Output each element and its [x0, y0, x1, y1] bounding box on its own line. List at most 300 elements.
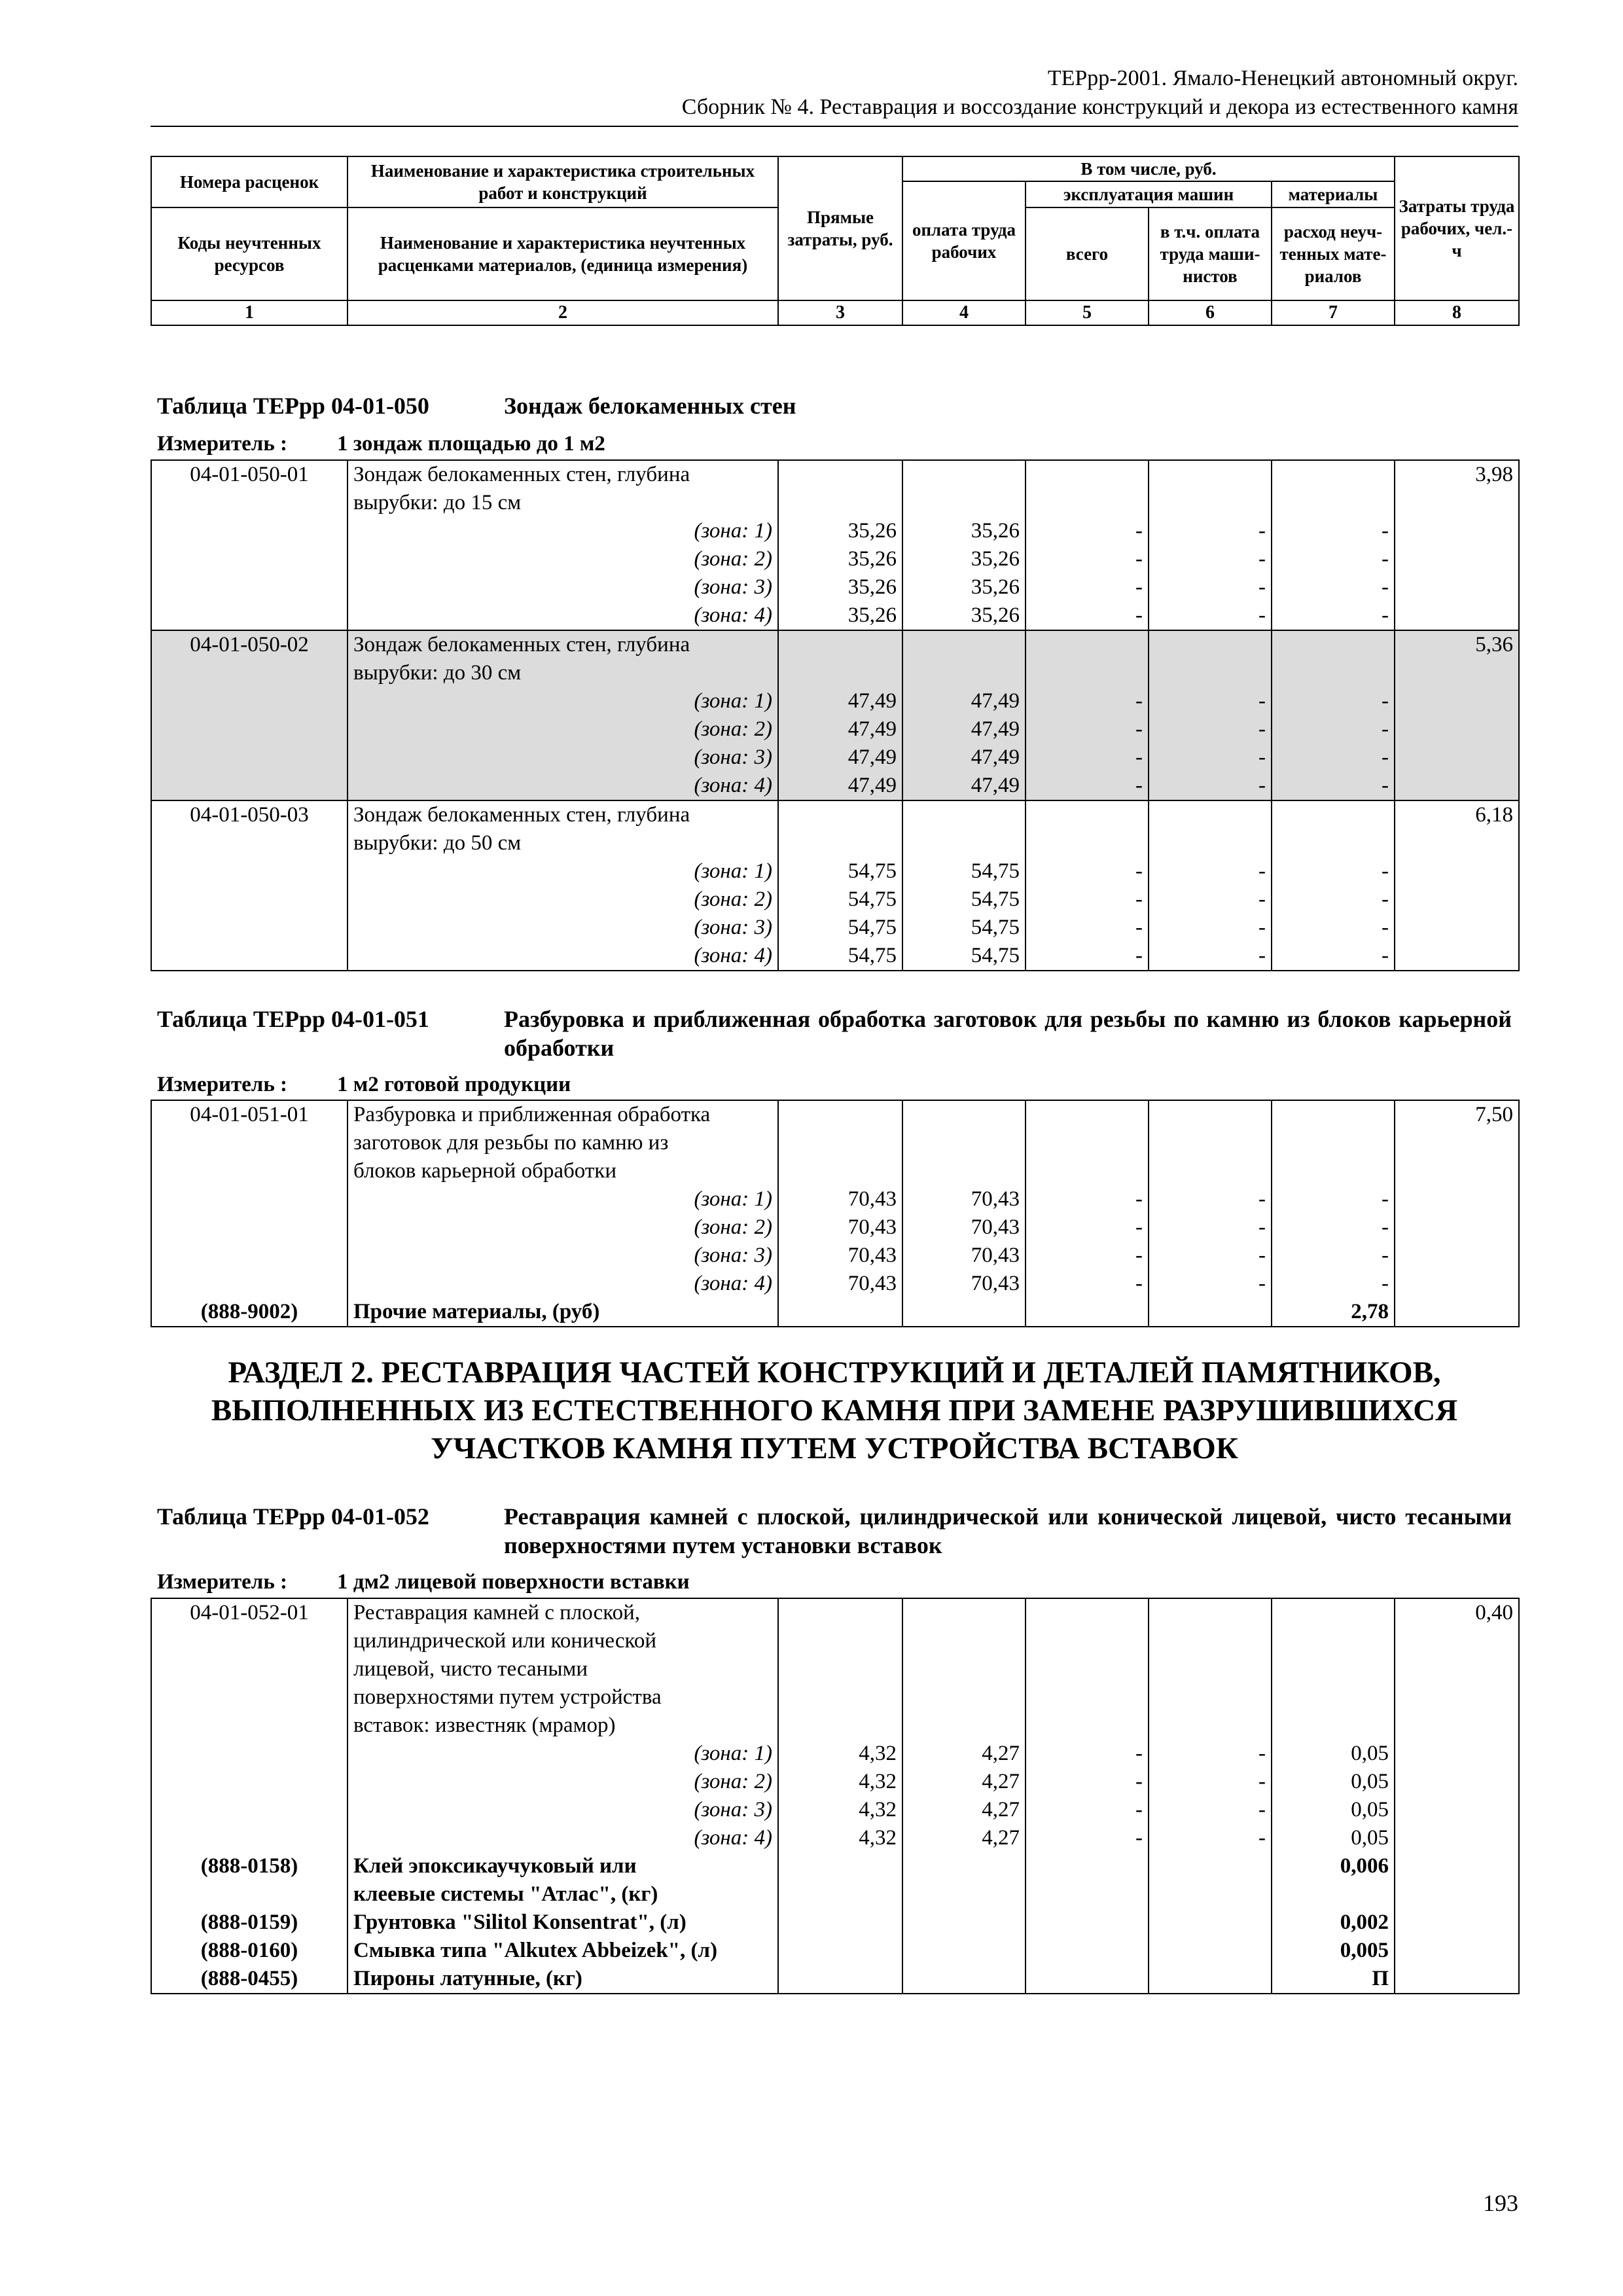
- direct-costs: 4,32: [778, 1824, 902, 1852]
- table-row: [151, 1157, 1519, 1185]
- direct-costs: 70,43: [778, 1270, 902, 1298]
- table-row: [151, 659, 1519, 687]
- labor-costs: [1395, 829, 1519, 857]
- zone-label: (зона: 1): [348, 517, 778, 545]
- machinist-pay: [1149, 630, 1272, 659]
- machine-total: [1026, 1683, 1149, 1712]
- machine-total: -: [1026, 545, 1149, 573]
- work-description: поверхностями путем устройства: [348, 1683, 778, 1712]
- direct-costs: 54,75: [778, 942, 902, 971]
- worker-pay: [902, 1157, 1026, 1185]
- machinist-pay: -: [1149, 886, 1272, 914]
- work-description: Клей эпоксикаучуковый или: [348, 1852, 778, 1880]
- table-name: Зондаж белокаменных стен: [504, 393, 796, 419]
- material-usage: [1272, 1627, 1395, 1655]
- rate-code: [151, 1185, 348, 1213]
- direct-costs: 4,32: [778, 1796, 902, 1824]
- col-direct-costs: Прямые затраты, руб.: [778, 156, 902, 300]
- col-number: 5: [1026, 300, 1149, 325]
- rate-code: (888-0158): [151, 1852, 348, 1880]
- rates-table: [151, 1100, 1520, 1327]
- work-description: цилиндрической или конической: [348, 1627, 778, 1655]
- measure-value: 1 зондаж площадью до 1 м2: [337, 432, 605, 456]
- col-machinist-pay: в т.ч. оплата труда маши-нистов: [1149, 207, 1272, 300]
- worker-pay: [902, 1627, 1026, 1655]
- work-description: Пироны латунные, (кг): [348, 1965, 778, 1994]
- material-usage: -: [1272, 601, 1395, 630]
- worker-pay: 54,75: [902, 857, 1026, 886]
- material-usage: [1272, 1598, 1395, 1627]
- worker-pay: 35,26: [902, 573, 1026, 601]
- table-row: [151, 1655, 1519, 1683]
- material-usage: -: [1272, 772, 1395, 800]
- machinist-pay: -: [1149, 517, 1272, 545]
- worker-pay: 35,26: [902, 517, 1026, 545]
- col-machine-operation: эксплуатация машин: [1026, 181, 1272, 207]
- table-row: [151, 914, 1519, 942]
- machinist-pay: -: [1149, 772, 1272, 800]
- labor-costs: [1395, 1909, 1519, 1937]
- rate-code: 04-01-050-01: [151, 460, 348, 489]
- zone-label: (зона: 4): [348, 1270, 778, 1298]
- labor-costs: [1395, 1270, 1519, 1298]
- material-usage: -: [1272, 857, 1395, 886]
- material-usage: 0,005: [1272, 1937, 1395, 1965]
- col-unrecorded-codes: Коды неучтенных ресурсов: [151, 207, 348, 300]
- labor-costs: [1395, 1880, 1519, 1909]
- table-row: [151, 1937, 1519, 1965]
- measure-label: Измеритель :: [157, 432, 288, 456]
- direct-costs: [778, 1157, 902, 1185]
- direct-costs: 54,75: [778, 914, 902, 942]
- work-description: Зондаж белокаменных стен, глубина: [348, 460, 778, 489]
- machinist-pay: [1149, 1965, 1272, 1994]
- zone-label: (зона: 2): [348, 715, 778, 744]
- material-usage: -: [1272, 1213, 1395, 1242]
- rate-code: [151, 1655, 348, 1683]
- machinist-pay: [1149, 659, 1272, 687]
- material-usage: -: [1272, 687, 1395, 715]
- worker-pay: 47,49: [902, 687, 1026, 715]
- table-row: [151, 1965, 1519, 1994]
- table-row: [151, 1129, 1519, 1157]
- zone-label: (зона: 3): [348, 573, 778, 601]
- worker-pay: 47,49: [902, 772, 1026, 800]
- machine-total: [1026, 489, 1149, 517]
- zone-label: (зона: 3): [348, 1242, 778, 1270]
- worker-pay: [902, 829, 1026, 857]
- labor-costs: [1395, 1213, 1519, 1242]
- worker-pay: 47,49: [902, 744, 1026, 772]
- machinist-pay: -: [1149, 1796, 1272, 1824]
- machinist-pay: -: [1149, 1740, 1272, 1768]
- machine-total: -: [1026, 942, 1149, 971]
- labor-costs: [1395, 1185, 1519, 1213]
- worker-pay: [902, 1598, 1026, 1627]
- table-row: [151, 1100, 1519, 1129]
- direct-costs: 4,32: [778, 1740, 902, 1768]
- material-usage: 0,05: [1272, 1824, 1395, 1852]
- machine-total: [1026, 1712, 1149, 1740]
- material-usage: [1272, 1655, 1395, 1683]
- worker-pay: [902, 460, 1026, 489]
- direct-costs: [778, 800, 902, 829]
- material-usage: -: [1272, 715, 1395, 744]
- labor-costs: [1395, 1627, 1519, 1655]
- machinist-pay: [1149, 1100, 1272, 1129]
- machine-total: [1026, 1655, 1149, 1683]
- material-usage: -: [1272, 517, 1395, 545]
- material-usage: [1272, 1712, 1395, 1740]
- worker-pay: [902, 1683, 1026, 1712]
- table-row: [151, 1712, 1519, 1740]
- machinist-pay: -: [1149, 914, 1272, 942]
- direct-costs: [778, 630, 902, 659]
- worker-pay: 70,43: [902, 1213, 1026, 1242]
- rate-code: [151, 687, 348, 715]
- worker-pay: 35,26: [902, 545, 1026, 573]
- machinist-pay: [1149, 1129, 1272, 1157]
- material-usage: [1272, 460, 1395, 489]
- worker-pay: 54,75: [902, 914, 1026, 942]
- zone-label: (зона: 3): [348, 1796, 778, 1824]
- direct-costs: [778, 1129, 902, 1157]
- labor-costs: [1395, 715, 1519, 744]
- labor-costs: [1395, 744, 1519, 772]
- machine-total: [1026, 1937, 1149, 1965]
- rate-code: [151, 1213, 348, 1242]
- machinist-pay: [1149, 1298, 1272, 1327]
- worker-pay: [902, 800, 1026, 829]
- machinist-pay: -: [1149, 687, 1272, 715]
- table-row: [151, 1824, 1519, 1852]
- machine-total: [1026, 1298, 1149, 1327]
- col-including: В том числе, руб.: [902, 156, 1395, 181]
- direct-costs: [778, 1100, 902, 1129]
- table-title: [157, 1005, 1512, 1064]
- rate-code: [151, 545, 348, 573]
- machine-total: -: [1026, 573, 1149, 601]
- table-row: [151, 1213, 1519, 1242]
- machine-total: -: [1026, 1242, 1149, 1270]
- direct-costs: [778, 1852, 902, 1880]
- machinist-pay: -: [1149, 1213, 1272, 1242]
- labor-costs: 0,40: [1395, 1598, 1519, 1627]
- work-description: блоков карьерной обработки: [348, 1157, 778, 1185]
- table-row: [151, 1270, 1519, 1298]
- labor-costs: [1395, 1683, 1519, 1712]
- rate-code: [151, 1683, 348, 1712]
- rate-code: (888-0455): [151, 1965, 348, 1994]
- material-usage: -: [1272, 886, 1395, 914]
- measure: [157, 1071, 571, 1098]
- rate-code: [151, 1129, 348, 1157]
- machinist-pay: [1149, 1937, 1272, 1965]
- labor-costs: [1395, 1852, 1519, 1880]
- labor-costs: [1395, 1768, 1519, 1796]
- table-row: [151, 829, 1519, 857]
- col-number: 1: [151, 300, 348, 325]
- col-labor-costs: Затраты труда рабочих, чел.-ч: [1395, 156, 1519, 300]
- work-description: заготовок для резьбы по камню из: [348, 1129, 778, 1157]
- worker-pay: [902, 1100, 1026, 1129]
- page-number: 193: [1483, 2190, 1518, 2216]
- machinist-pay: [1149, 800, 1272, 829]
- direct-costs: [778, 829, 902, 857]
- machinist-pay: -: [1149, 573, 1272, 601]
- material-usage: 0,002: [1272, 1909, 1395, 1937]
- worker-pay: [902, 1298, 1026, 1327]
- section-title-line: ВЫПОЛНЕННЫХ ИЗ ЕСТЕСТВЕННОГО КАМНЯ ПРИ ЗАМЕНЕ РАЗРУШИВШИХСЯ: [211, 1393, 1458, 1427]
- col-number: 8: [1395, 300, 1519, 325]
- machine-total: [1026, 630, 1149, 659]
- labor-costs: [1395, 1655, 1519, 1683]
- work-description: вставок: известняк (мрамор): [348, 1712, 778, 1740]
- table-row: [151, 800, 1519, 829]
- worker-pay: [902, 489, 1026, 517]
- table-row: [151, 460, 1519, 489]
- zone-label: (зона: 2): [348, 886, 778, 914]
- material-usage: [1272, 630, 1395, 659]
- rate-code: [151, 1796, 348, 1824]
- worker-pay: [902, 1909, 1026, 1937]
- machine-total: [1026, 1100, 1149, 1129]
- machine-total: [1026, 1157, 1149, 1185]
- rate-code: [151, 744, 348, 772]
- material-usage: [1272, 800, 1395, 829]
- rate-code: [151, 517, 348, 545]
- machine-total: -: [1026, 601, 1149, 630]
- worker-pay: 4,27: [902, 1740, 1026, 1768]
- rates-table: [151, 459, 1520, 971]
- machinist-pay: [1149, 489, 1272, 517]
- worker-pay: 4,27: [902, 1768, 1026, 1796]
- worker-pay: 47,49: [902, 715, 1026, 744]
- labor-costs: [1395, 1129, 1519, 1157]
- machine-total: -: [1026, 914, 1149, 942]
- zone-label: (зона: 4): [348, 601, 778, 630]
- machine-total: -: [1026, 857, 1149, 886]
- rate-code: (888-9002): [151, 1298, 348, 1327]
- rate-code: (888-0159): [151, 1909, 348, 1937]
- machine-total: [1026, 829, 1149, 857]
- measure-value: 1 дм2 лицевой поверхности вставки: [337, 1570, 690, 1594]
- worker-pay: [902, 630, 1026, 659]
- worker-pay: [902, 1655, 1026, 1683]
- measure: [157, 431, 605, 457]
- worker-pay: 70,43: [902, 1242, 1026, 1270]
- machinist-pay: -: [1149, 1824, 1272, 1852]
- worker-pay: [902, 1937, 1026, 1965]
- labor-costs: [1395, 687, 1519, 715]
- rate-code: [151, 715, 348, 744]
- labor-costs: 7,50: [1395, 1100, 1519, 1129]
- material-usage: -: [1272, 573, 1395, 601]
- machine-total: -: [1026, 1824, 1149, 1852]
- material-usage: -: [1272, 744, 1395, 772]
- direct-costs: 35,26: [778, 545, 902, 573]
- material-usage: П: [1272, 1965, 1395, 1994]
- table-row: [151, 886, 1519, 914]
- rate-code: 04-01-050-02: [151, 630, 348, 659]
- table-row: [151, 1880, 1519, 1909]
- material-usage: [1272, 1683, 1395, 1712]
- header-title: ТЕРрр-2001. Ямало-Ненецкий автономный округ.: [1047, 66, 1518, 90]
- work-description: Зондаж белокаменных стен, глубина: [348, 630, 778, 659]
- material-usage: 2,78: [1272, 1298, 1395, 1327]
- machine-total: -: [1026, 1185, 1149, 1213]
- labor-costs: [1395, 942, 1519, 971]
- labor-costs: 5,36: [1395, 630, 1519, 659]
- machinist-pay: -: [1149, 1242, 1272, 1270]
- machine-total: [1026, 1909, 1149, 1937]
- table-row: [151, 1627, 1519, 1655]
- material-usage: 0,05: [1272, 1768, 1395, 1796]
- table-title: [157, 1502, 1512, 1561]
- header-subtitle: Сборник № 4. Реставрация и воссоздание конструкций и декора из естественного камня: [681, 95, 1518, 119]
- zone-label: (зона: 4): [348, 1824, 778, 1852]
- direct-costs: [778, 1712, 902, 1740]
- work-description: Грунтовка "Silitol Konsentrat", (л): [348, 1909, 778, 1937]
- machine-total: -: [1026, 1213, 1149, 1242]
- zone-label: (зона: 4): [348, 942, 778, 971]
- machine-total: -: [1026, 715, 1149, 744]
- machine-total: [1026, 460, 1149, 489]
- worker-pay: [902, 659, 1026, 687]
- worker-pay: 35,26: [902, 601, 1026, 630]
- rate-code: [151, 1270, 348, 1298]
- machine-total: -: [1026, 772, 1149, 800]
- rate-code: [151, 1880, 348, 1909]
- zone-label: (зона: 4): [348, 772, 778, 800]
- machine-total: [1026, 1627, 1149, 1655]
- labor-costs: [1395, 1242, 1519, 1270]
- machinist-pay: -: [1149, 744, 1272, 772]
- worker-pay: 70,43: [902, 1185, 1026, 1213]
- col-rate-numbers: Номера расценок: [151, 156, 348, 207]
- col-number: 3: [778, 300, 902, 325]
- machinist-pay: [1149, 1909, 1272, 1937]
- table-label: Таблица ТЕРрр 04-01-052: [157, 1503, 429, 1530]
- work-description: лицевой, чисто тесаными: [348, 1655, 778, 1683]
- zone-label: (зона: 1): [348, 687, 778, 715]
- machinist-pay: -: [1149, 942, 1272, 971]
- table-row: [151, 1185, 1519, 1213]
- rate-code: [151, 1712, 348, 1740]
- rate-code: [151, 914, 348, 942]
- machine-total: -: [1026, 1270, 1149, 1298]
- machine-total: -: [1026, 1768, 1149, 1796]
- machinist-pay: [1149, 1712, 1272, 1740]
- labor-costs: [1395, 659, 1519, 687]
- col-unrecorded-names: Наименование и характеристика неучтенных расценками материалов, (единица измерения): [348, 207, 778, 300]
- material-usage: [1272, 1129, 1395, 1157]
- machine-total: -: [1026, 1740, 1149, 1768]
- material-usage: 0,05: [1272, 1740, 1395, 1768]
- labor-costs: [1395, 1298, 1519, 1327]
- col-number: 4: [902, 300, 1026, 325]
- machinist-pay: [1149, 829, 1272, 857]
- worker-pay: 4,27: [902, 1796, 1026, 1824]
- labor-costs: [1395, 601, 1519, 630]
- zone-label: (зона: 2): [348, 1213, 778, 1242]
- work-description: клеевые системы "Атлас", (кг): [348, 1880, 778, 1909]
- rate-code: [151, 573, 348, 601]
- column-header-table: [151, 156, 1520, 326]
- measure-value: 1 м2 готовой продукции: [337, 1073, 571, 1096]
- table-row: [151, 687, 1519, 715]
- machinist-pay: -: [1149, 545, 1272, 573]
- measure-label: Измеритель :: [157, 1073, 288, 1096]
- direct-costs: 47,49: [778, 772, 902, 800]
- machinist-pay: -: [1149, 715, 1272, 744]
- rate-code: [151, 886, 348, 914]
- work-description: Прочие материалы, (руб): [348, 1298, 778, 1327]
- work-description: вырубки: до 50 см: [348, 829, 778, 857]
- table-label: Таблица ТЕРрр 04-01-051: [157, 1006, 429, 1032]
- direct-costs: 54,75: [778, 857, 902, 886]
- table-row: [151, 1909, 1519, 1937]
- machine-total: -: [1026, 1796, 1149, 1824]
- worker-pay: [902, 1965, 1026, 1994]
- rates-table: [151, 1598, 1520, 1994]
- work-description: вырубки: до 15 см: [348, 489, 778, 517]
- direct-costs: [778, 1909, 902, 1937]
- zone-label: (зона: 3): [348, 914, 778, 942]
- machine-total: [1026, 659, 1149, 687]
- rate-code: 04-01-051-01: [151, 1100, 348, 1129]
- direct-costs: 47,49: [778, 687, 902, 715]
- machine-total: [1026, 1129, 1149, 1157]
- table-row: [151, 715, 1519, 744]
- col-material-usage: расход неуч-тенных мате-риалов: [1272, 207, 1395, 300]
- col-total: всего: [1026, 207, 1149, 300]
- direct-costs: [778, 1880, 902, 1909]
- work-description: Реставрация камней с плоской,: [348, 1598, 778, 1627]
- machinist-pay: [1149, 1683, 1272, 1712]
- rate-code: [151, 1768, 348, 1796]
- rate-code: [151, 772, 348, 800]
- table-row: [151, 630, 1519, 659]
- rate-code: [151, 1157, 348, 1185]
- direct-costs: 70,43: [778, 1213, 902, 1242]
- table-row: [151, 545, 1519, 573]
- rate-code: [151, 659, 348, 687]
- labor-costs: [1395, 1712, 1519, 1740]
- labor-costs: [1395, 1740, 1519, 1768]
- labor-costs: 6,18: [1395, 800, 1519, 829]
- worker-pay: [902, 1852, 1026, 1880]
- labor-costs: [1395, 857, 1519, 886]
- worker-pay: [902, 1712, 1026, 1740]
- labor-costs: [1395, 489, 1519, 517]
- direct-costs: 35,26: [778, 573, 902, 601]
- rate-code: [151, 942, 348, 971]
- worker-pay: [902, 1880, 1026, 1909]
- machinist-pay: [1149, 1852, 1272, 1880]
- work-description: Разбуровка и приближенная обработка: [348, 1100, 778, 1129]
- labor-costs: [1395, 1965, 1519, 1994]
- machinist-pay: -: [1149, 1270, 1272, 1298]
- rate-code: 04-01-052-01: [151, 1598, 348, 1627]
- machine-total: -: [1026, 687, 1149, 715]
- labor-costs: [1395, 517, 1519, 545]
- labor-costs: [1395, 914, 1519, 942]
- table-row: [151, 517, 1519, 545]
- material-usage: [1272, 1880, 1395, 1909]
- material-usage: -: [1272, 942, 1395, 971]
- table-row: [151, 1796, 1519, 1824]
